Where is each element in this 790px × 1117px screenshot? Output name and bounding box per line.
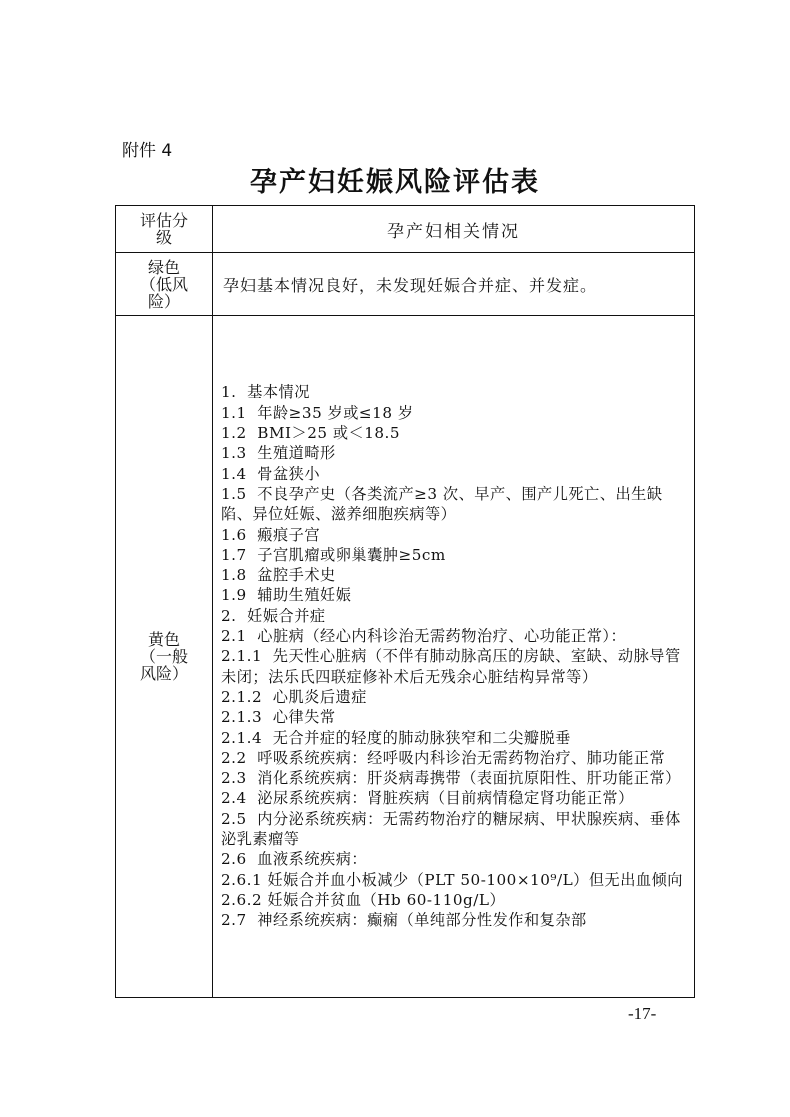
list-item: 1.2 BMI＞25 或＜18.5 <box>221 424 401 443</box>
document-title: 孕产妇妊娠风险评估表 <box>250 167 540 198</box>
header-row <box>116 206 695 253</box>
green-grade-line: 绿色 <box>147 257 180 277</box>
green-grade-line: （低风 <box>139 274 188 294</box>
list-item: 2.1.4 无合并症的轻度的肺动脉狭窄和二尖瓣脱垂 <box>221 728 571 747</box>
list-item: 1.3 生殖道畸形 <box>221 444 336 463</box>
list-item: 2.3 消化系统疾病：肝炎病毒携带（表面抗原阳性、肝功能正常） <box>221 769 681 788</box>
green-grade-cell <box>116 253 213 316</box>
list-item: 2.5 内分泌系统疾病：无需药物治疗的糖尿病、甲状腺疾病、垂体泌乳素瘤等 <box>221 809 681 849</box>
grade-header-line: 级 <box>155 228 172 247</box>
green-row <box>116 253 695 316</box>
attachment-label: 附件 4 <box>122 141 173 161</box>
list-item: 2.1.1 先天性心脏病（不伴有肺动脉高压的房缺、室缺、动脉导管未闭；法乐氏四联症修补术后无残余心脏结构异常等） <box>221 647 681 686</box>
list-item: 2.6 血液系统疾病： <box>221 850 368 869</box>
situation-header-cell <box>213 206 695 253</box>
list-item: 2.1 心脏病（经心内科诊治无需药物治疗、心功能正常）： <box>221 627 627 646</box>
yellow-row <box>116 316 695 998</box>
list-item: 1.8 盆腔手术史 <box>221 566 336 585</box>
situation-header: 孕产妇相关情况 <box>387 221 520 242</box>
list-item: 1.6 瘢痕子宫 <box>221 525 321 544</box>
page-number: -17- <box>628 1004 657 1023</box>
yellow-grade-cell <box>116 316 213 998</box>
yellow-grade-line: （一般 <box>139 647 188 666</box>
green-grade-line: 险） <box>147 291 180 311</box>
risk-assessment-table <box>115 205 695 998</box>
list-item: 2.2 呼吸系统疾病：经呼吸内科诊治无需药物治疗、肺功能正常 <box>221 748 666 767</box>
yellow-items-cell <box>213 316 695 998</box>
list-item: 2.6.1 妊娠合并血小板减少（PLT 50-100×10⁹/L）但无出血倾向 <box>221 870 683 889</box>
yellow-grade-line: 风险） <box>139 664 188 683</box>
list-item: 1. 基本情况 <box>221 383 310 402</box>
list-item: 1.4 骨盆狭小 <box>221 464 321 483</box>
list-item: 1.7 子宫肌瘤或卵巢囊肿≥5cm <box>221 545 446 564</box>
list-item: 2.6.2 妊娠合并贫血（Hb 60-110g/L） <box>221 890 506 909</box>
list-item: 2.4 泌尿系统疾病：肾脏疾病（目前病情稳定肾功能正常） <box>221 789 634 808</box>
yellow-grade-line: 黄色 <box>147 630 180 649</box>
grade-header-line: 评估分 <box>139 211 188 230</box>
list-item: 1.1 年龄≥35 岁或≤18 岁 <box>221 403 414 422</box>
list-item: 2.1.3 心律失常 <box>221 708 336 727</box>
list-item: 2.7 神经系统疾病：癫痫（单纯部分性发作和复杂部 <box>221 911 587 930</box>
grade-header-cell <box>116 206 213 253</box>
green-description-cell <box>213 253 695 316</box>
list-item: 1.5 不良孕产史（各类流产≥3 次、早产、围产儿死亡、出生缺陷、异位妊娠、滋养细胞疾病等） <box>221 484 663 524</box>
list-item: 2. 妊娠合并症 <box>221 606 326 625</box>
list-item: 1.9 辅助生殖妊娠 <box>221 586 352 605</box>
green-description: 孕妇基本情况良好，未发现妊娠合并症、并发症。 <box>223 275 598 295</box>
list-item: 2.1.2 心肌炎后遗症 <box>221 687 367 706</box>
